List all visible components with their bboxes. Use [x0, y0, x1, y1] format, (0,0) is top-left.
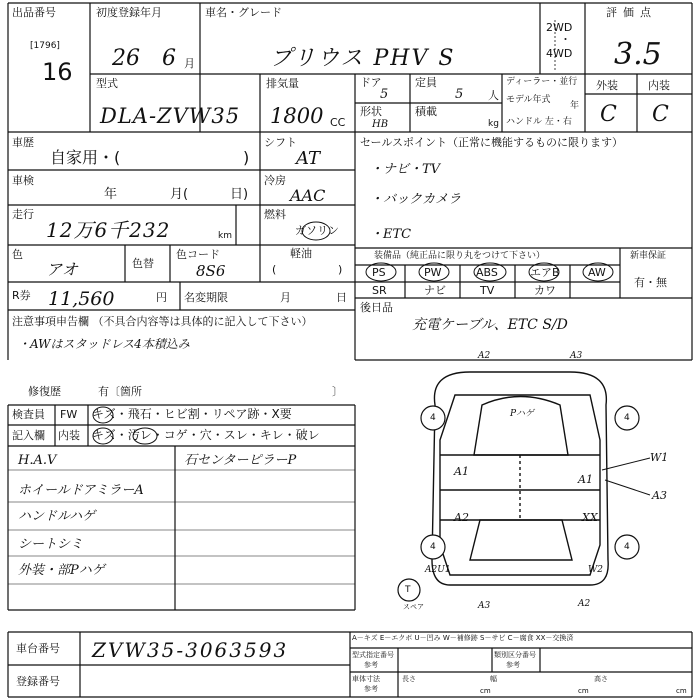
shape-value: HB	[372, 119, 389, 130]
month-unit: 月	[184, 57, 195, 70]
size-cm-1: cm	[480, 687, 491, 695]
ac-label: 冷房	[264, 174, 286, 187]
interior-items: キズ・汚レ・コゲ・穴・スレ・キレ・破レ	[92, 428, 320, 442]
rear-window	[470, 520, 572, 560]
interior-grade: C	[652, 102, 669, 127]
mileage-value: 12万6千232	[46, 218, 171, 242]
mark-a2u1: A2U1	[425, 565, 451, 575]
equip-aw: AW	[588, 266, 606, 279]
fuel-paren-open: (	[272, 263, 277, 276]
remark-right-item: 石センターピラーP	[184, 453, 297, 468]
mark-a2-left: A2	[454, 511, 469, 524]
doors-value: 5	[380, 87, 389, 102]
model-value: DLA-ZVW35	[100, 104, 241, 128]
doors-label: ドア	[360, 76, 382, 89]
fw-items: キズ・飛石・ヒビ割・リペア跡・X要	[92, 407, 292, 421]
fuel-label: 燃料	[264, 208, 286, 221]
year-unit: 年	[570, 101, 580, 111]
repair-value: 有〔箇所	[98, 385, 142, 398]
repair-label: 修復歴	[28, 385, 61, 398]
model-label: 型式	[96, 77, 118, 90]
equip-airbag: エアB	[530, 266, 560, 279]
first-reg-label: 初度登録年月	[96, 6, 162, 19]
mark-a1-right: A1	[578, 473, 593, 486]
usage-close: )	[243, 148, 250, 167]
score-label: 評価点	[606, 6, 657, 19]
repaint-label: 色替	[132, 257, 154, 270]
tire-fr-value: 4	[624, 413, 630, 423]
mileage-label: 走行	[12, 208, 34, 221]
interior-check-label: 内装	[58, 429, 80, 442]
remark-item: ハンドルハゲ	[18, 509, 96, 524]
equip-sr: SR	[372, 284, 387, 297]
remark-item: ホイールドアミラーA	[18, 483, 144, 498]
lot-number: 16	[42, 58, 73, 86]
equip-pw: PW	[424, 266, 442, 279]
size-ref: 参考	[364, 685, 378, 693]
repair-close: 〕	[332, 385, 343, 398]
exterior-label: 外装	[596, 79, 618, 92]
new-warranty-value: 有・無	[634, 276, 667, 289]
mark-xx: XX	[582, 511, 598, 524]
inspector-label-2: 記入欄	[12, 429, 45, 442]
windshield	[474, 397, 568, 456]
name-change-month: 月	[280, 291, 291, 304]
drive-2wd: 2WD	[546, 21, 573, 34]
fuel-paren-close: )	[338, 263, 343, 276]
mark-a3-rear: A3	[478, 601, 491, 611]
first-reg-year: 26	[112, 46, 140, 71]
inspection-label: 車検	[12, 174, 34, 187]
mark-w1: W1	[650, 451, 669, 464]
inspection-month: 月(	[170, 187, 189, 202]
reg-label: 登録番号	[16, 675, 60, 688]
capacity-unit: 人	[488, 89, 499, 102]
remark-item: シートシミ	[18, 537, 84, 552]
remark-item: H.A.V	[18, 453, 57, 468]
size-cm-2: cm	[578, 687, 589, 695]
car-name: プリウス PHV S	[270, 46, 456, 71]
shift-label: シフト	[264, 136, 297, 149]
class-ref: 参考	[506, 661, 520, 669]
spare-tire-mark: T	[405, 585, 411, 595]
chassis-label: 車台番号	[16, 642, 60, 655]
usage-label: 車歴	[12, 136, 34, 149]
exterior-grade: C	[600, 102, 617, 127]
first-reg-month: 6	[162, 46, 176, 71]
equip-tv: TV	[480, 284, 495, 297]
recycle-value: 11,560	[48, 288, 115, 310]
equip-navi: ナビ	[424, 284, 446, 297]
sales-point-item: ・バックカメラ	[370, 192, 462, 207]
mileage-unit: km	[218, 231, 232, 241]
accessories-label: 後日品	[360, 301, 393, 314]
mark-w2: W2	[588, 565, 603, 575]
class-label: 類別区分番号	[494, 651, 536, 659]
equip-leather: カワ	[534, 284, 556, 297]
mark-roof: Pハゲ	[510, 409, 535, 419]
spare-tire-sub: スペア	[403, 603, 424, 611]
mark-a1-left: A1	[454, 465, 469, 478]
score-value: 3.5	[614, 37, 662, 72]
inspector-label-1: 検査員	[12, 408, 45, 421]
sales-point-item: ・ナビ・TV	[370, 162, 441, 177]
interior-label: 内装	[648, 79, 670, 92]
fw-label: FW	[60, 408, 78, 421]
form-model-ref: 参考	[364, 661, 378, 669]
cc-unit: CC	[330, 116, 346, 129]
chassis-value: ZVW35-3063593	[92, 638, 289, 662]
displacement-value: 1800	[270, 104, 324, 128]
tire-fl-value: 4	[430, 413, 436, 423]
accessories-value: 充電ケーブル、ETC S/D	[412, 317, 568, 333]
shift-value: AT	[296, 148, 321, 169]
mark-a3-front: A3	[570, 351, 583, 361]
recycle-unit: 円	[156, 291, 167, 304]
notes-value: ・AWはスタッドレス4本積込み	[18, 337, 190, 351]
color-code-value: 8S6	[196, 262, 226, 280]
model-year-label: モデル年式	[506, 95, 551, 105]
new-warranty-label: 新車保証	[630, 251, 667, 261]
color-code-label: 色コード	[176, 248, 220, 261]
remark-item: 外装・部Pハゲ	[18, 563, 105, 578]
name-change-label: 名変期限	[184, 291, 228, 304]
drive-dot: ・	[560, 33, 571, 46]
capacity-value: 5	[455, 87, 464, 102]
name-change-day: 日	[336, 291, 347, 304]
sales-point-item: ・ETC	[370, 227, 412, 242]
inspection-day: 日)	[230, 187, 249, 202]
mark-a2-front: A2	[478, 351, 491, 361]
inspection-year: 年	[104, 187, 118, 202]
drive-4wd: 4WD	[546, 47, 573, 60]
mark-a3-right: A3	[652, 489, 667, 502]
equip-ps: PS	[372, 266, 386, 279]
color-label: 色	[12, 248, 23, 261]
lot-sub: [1796]	[30, 41, 60, 51]
ac-value: AAC	[290, 186, 326, 205]
dealer-label: ディーラー・並行	[506, 77, 578, 87]
form-model-label: 型式指定番号	[352, 651, 394, 659]
fuel-gasoline: ガソリン	[295, 224, 339, 237]
name-label: 車名・グレード	[205, 6, 282, 19]
handle-label: ハンドル 左・右	[506, 117, 572, 127]
capacity-label: 定員	[415, 76, 437, 89]
damage-legend: A－キズ E－エクボ U－凹み W－補修跡 S－サビ C－腐食 XX－交換済	[352, 634, 574, 642]
size-width: 幅	[490, 675, 497, 683]
usage-value: 自家用・(	[50, 148, 121, 167]
lot-label: 出品番号	[12, 6, 56, 19]
shape-label: 形状	[360, 105, 382, 118]
recycle-label: R券	[12, 289, 31, 302]
size-label: 車体寸法	[352, 675, 380, 683]
equip-abs: ABS	[476, 266, 498, 279]
mark-a2-rear: A2	[578, 599, 591, 609]
size-length: 長さ	[402, 675, 416, 683]
tire-rl-value: 4	[430, 542, 436, 552]
size-cm-3: cm	[676, 687, 687, 695]
size-height: 高さ	[594, 675, 608, 683]
load-label: 積載	[415, 105, 437, 118]
notes-title: 注意事項申告欄 （不具合内容等は具体的に記入して下さい）	[12, 315, 313, 328]
equipment-title: 装備品（純正品に限り丸をつけて下さい）	[374, 251, 546, 261]
fuel-diesel: 軽油	[290, 247, 312, 260]
sales-points-title: セールスポイント（正常に機能するものに限ります）	[360, 136, 624, 149]
displacement-label: 排気量	[266, 77, 299, 90]
load-unit: kg	[488, 119, 499, 129]
color-value: アオ	[46, 260, 78, 279]
tire-rr-value: 4	[624, 542, 630, 552]
